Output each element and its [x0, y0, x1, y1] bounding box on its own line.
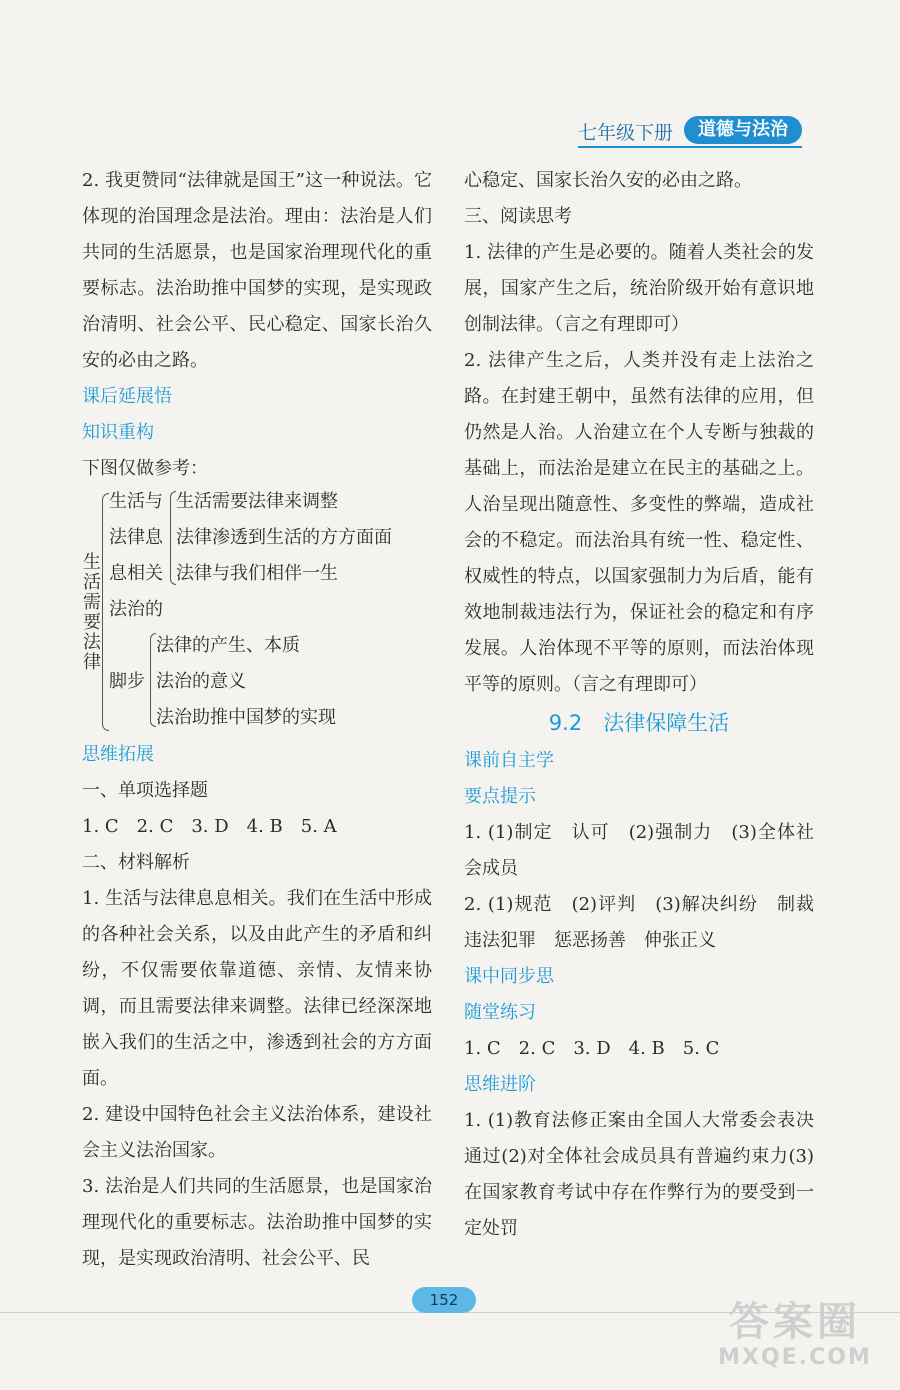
diagram-intro: 下图仅做参考： [82, 458, 208, 479]
section-choice: 一、单项选择题 [82, 780, 208, 801]
heading-advanced: 思维进阶 [464, 1074, 536, 1095]
branch-a-label-3: 息相关 [109, 563, 163, 584]
diagram-root: 生活需要法律 [83, 552, 101, 673]
knowledge-diagram [82, 487, 432, 737]
key-point-1: 1. (1)制定 认可 (2)强制力 (3)全体社会成员 [464, 822, 814, 879]
branch-a-label-2: 法律息 [109, 527, 163, 548]
watermark-bottom: MXQE.COM [718, 1345, 872, 1370]
advanced-answer-1: 1. (1)教育法修正案由全国人大常委会表决通过(2)对全体社会成员具有普遍约束力(3)在国家教育考试中存在作弊行为的要受到一定处罚 [464, 1110, 814, 1239]
subject-label: 道德与法治 [684, 116, 802, 144]
grade-label: 七年级下册 [578, 122, 674, 144]
choice-answers: 1. C 2. C 3. D 4. B 5. A [82, 816, 337, 837]
heading-after-class: 课后延展悟 [82, 386, 172, 407]
branch-b-item-2: 法治的意义 [156, 671, 246, 692]
left-column [82, 163, 432, 1277]
continued-text: 心稳定、国家长治久安的必由之路。 [464, 170, 752, 191]
branch-a-item-2: 法律渗透到生活的方方面面 [176, 527, 392, 548]
header-badge [578, 116, 806, 148]
header-underline [578, 146, 802, 148]
branch-b-item-1: 法律的产生、本质 [156, 635, 300, 656]
branch-b-label-1: 法治的 [109, 599, 163, 620]
watermark-top: 答案圈 [729, 1299, 861, 1345]
page-number: 152 [412, 1287, 476, 1313]
material-answer-3: 3. 法治是人们共同的生活愿景，也是国家治理现代化的重要标志。法治助推中国梦的实现，是实现政治清明、社会公平、民 [82, 1176, 432, 1269]
section-material: 二、材料解析 [82, 852, 190, 873]
practice-answers: 1. C 2. C 3. D 4. B 5. C [464, 1038, 720, 1059]
lesson-title: 9.2 法律保障生活 [548, 711, 730, 735]
branch-a-item-3: 法律与我们相伴一生 [176, 563, 338, 584]
branch-b-item-3: 法治助推中国梦的实现 [156, 707, 336, 728]
reading-answer-1: 1. 法律的产生是必要的。随着人类社会的发展，国家产生之后，统治阶级开始有意识地创制法律。（言之有理即可） [464, 242, 814, 335]
right-column [464, 163, 814, 1247]
key-point-2: 2. (1)规范 (2)评判 (3)解决纠纷 制裁违法犯罪 惩恶扬善 伸张正义 [464, 894, 814, 951]
heading-in-class: 课中同步思 [464, 966, 554, 987]
heading-knowledge: 知识重构 [82, 422, 154, 443]
heading-thinking: 思维拓展 [82, 744, 154, 765]
root-brace [102, 493, 109, 731]
watermark-logo [700, 1300, 890, 1380]
reading-answer-2: 2. 法律产生之后，人类并没有走上法治之路。在封建王朝中，虽然有法律的应用，但仍然是人治。人治建立在个人专断与独裁的基础上，而法治是建立在民主的基础之上。人治呈现出随意性、多变性的弊端，造成社会的不稳定。而法治具有统一性、稳定性、权威性的特点，以国家强制力为后盾，能有效地制裁违法行为，保证社会的稳定和有序发展。人治体现不平等的原则，而法治体现平等的原则。（言之有理即可） [464, 350, 814, 695]
heading-practice: 随堂练习 [464, 1002, 536, 1023]
heading-key-points: 要点提示 [464, 786, 536, 807]
material-answer-1: 1. 生活与法律息息相关。我们在生活中形成的各种社会关系，以及由此产生的矛盾和纠纷，不仅需要依靠道德、亲情、友情来协调，而且需要法律来调整。法律已经深深地嵌入我们的生活之中，渗透到社会的方方面面。 [82, 888, 432, 1089]
heading-preclass: 课前自主学 [464, 750, 554, 771]
branch-a-label-1: 生活与 [109, 491, 163, 512]
section-reading: 三、阅读思考 [464, 206, 572, 227]
material-answer-2: 2. 建设中国特色社会主义法治体系，建设社会主义法治国家。 [82, 1104, 432, 1161]
left-para-1: 2. 我更赞同“法律就是国王”这一种说法。它体现的治国理念是法治。理由：法治是人们共同的生活愿景，也是国家治理现代化的重要标志。法治助推中国梦的实现，是实现政治清明、社会公平、民心稳定、国家长治久安的必由之路。 [82, 170, 432, 371]
branch-b-label-2: 脚步 [109, 671, 145, 692]
branch-a-item-1: 生活需要法律来调整 [176, 491, 338, 512]
